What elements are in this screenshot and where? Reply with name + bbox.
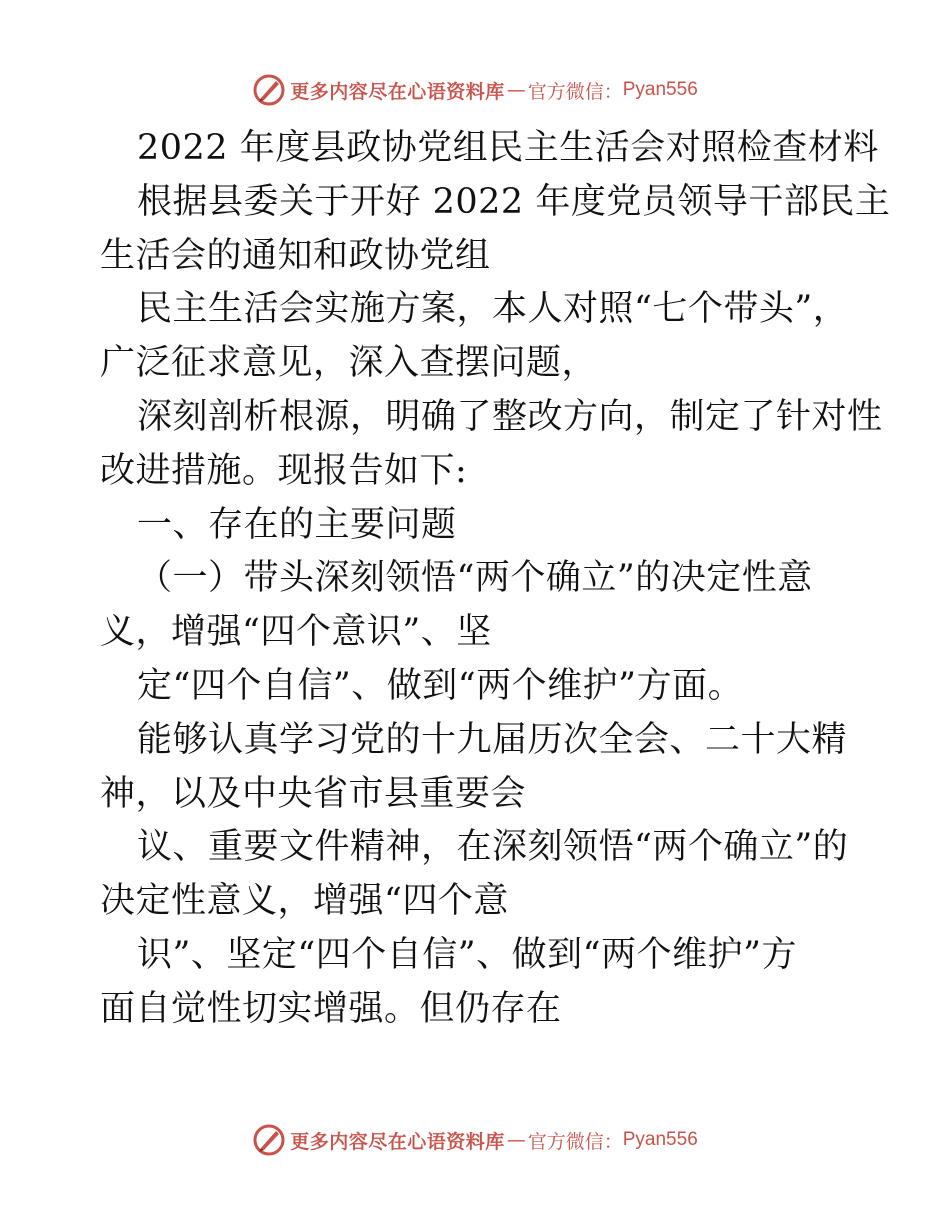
banner-wechat-label: 官方微信： — [527, 1130, 623, 1153]
banner-wechat-id: Pyan556 — [622, 79, 698, 100]
banner-wechat-id: Pyan556 — [622, 1129, 698, 1150]
text-line: 神，以及中央省市县重要会 — [100, 773, 527, 814]
text-line: 根据县委关于开好 2022 年度党员领导干部民主 — [137, 181, 891, 222]
text-line: 民主生活会实施方案，本人对照“七个带头”， — [137, 289, 849, 330]
footer-banner — [0, 1120, 950, 1160]
text-line: 决定性意义，增强“四个意 — [100, 881, 509, 922]
doc-title: 2022 年度县政协党组民主生活会对照检查材料 — [137, 128, 879, 168]
banner-dash: — — [506, 79, 526, 101]
banner-text: 更多内容尽在心语资料库 — [290, 80, 505, 103]
subsection-heading: （一）带头深刻领悟“两个确立”的决定性意 — [137, 558, 813, 599]
text-line: 深刻剖析根源，明确了整改方向，制定了针对性 — [137, 396, 883, 437]
pen-logo-icon — [252, 1123, 286, 1157]
banner-dash: — — [506, 1129, 526, 1151]
text-line: 改进措施。现报告如下: — [100, 450, 468, 491]
section-heading: 一、存在的主要问题 — [137, 504, 457, 545]
pen-logo-icon — [252, 73, 286, 107]
text-line: 面自觉性切实增强。但仍存在 — [100, 988, 562, 1029]
header-banner — [0, 70, 950, 110]
text-line: 识”、坚定“四个自信”、做到“两个维护”方 — [137, 934, 797, 975]
text-line: 生活会的通知和政协党组 — [100, 235, 491, 276]
text-line: 定“四个自信”、做到“两个维护”方面。 — [137, 665, 744, 706]
text-line: 义，增强“四个意识”、坚 — [100, 612, 492, 653]
text-line: 能够认真学习党的十九届历次全会、二十大精 — [137, 719, 848, 760]
banner-wechat-label: 官方微信： — [527, 80, 623, 103]
text-line: 议、重要文件精神，在深刻领悟“两个确立”的 — [137, 827, 849, 868]
banner-text: 更多内容尽在心语资料库 — [290, 1130, 505, 1153]
document-body — [100, 122, 891, 1037]
text-line: 广泛征求意见，深入查摆问题， — [100, 343, 598, 384]
